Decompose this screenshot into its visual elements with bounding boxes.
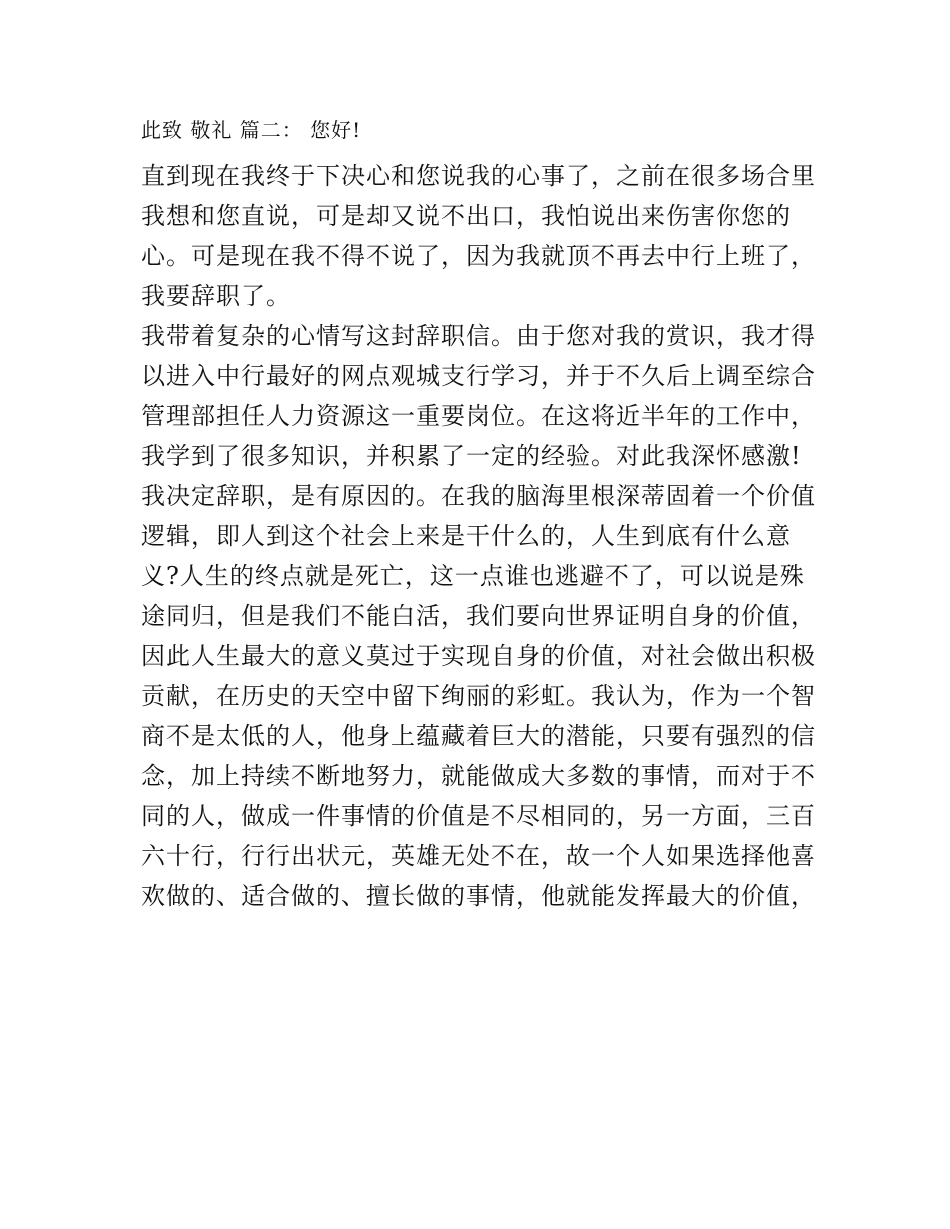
text-line: 直到现在我终于下决心和您说我的心事了，之前在很多场合里 [141, 162, 816, 190]
text-line: 六十行，行行出状元，英雄无处不在，故一个人如果选择他喜 [141, 842, 816, 870]
text-line: 欢做的、适合做的、擅长做的事情，他就能发挥最大的价值， [141, 882, 816, 910]
text-line: 心。可是现在我不得不说了，因为我就顶不再去中行上班了， [141, 242, 816, 270]
text-line: 我想和您直说，可是却又说不出口，我怕说出来伤害你您的 [141, 202, 791, 230]
text-line: 因此人生最大的意义莫过于实现自身的价值，对社会做出积极 [141, 642, 816, 670]
text-line: 念，加上持续不断地努力，就能做成大多数的事情，而对于不 [141, 762, 816, 790]
text-line: 同的人，做成一件事情的价值是不尽相同的，另一方面，三百 [141, 802, 816, 830]
text-line: 我学到了很多知识，并积累了一定的经验。对此我深怀感激! [141, 442, 802, 470]
text-line: 管理部担任人力资源这一重要岗位。在这将近半年的工作中， [141, 402, 816, 430]
document-body [141, 112, 821, 916]
paragraph-lines [141, 156, 821, 916]
text-line: 以进入中行最好的网点观城支行学习，并于不久后上调至综合 [141, 362, 816, 390]
heading-line: 此致 敬礼 篇二： 您好! [141, 118, 362, 142]
text-line: 商不是太低的人，他身上蕴藏着巨大的潜能，只要有强烈的信 [141, 722, 816, 750]
text-line: 我决定辞职，是有原因的。在我的脑海里根深蒂固着一个价值 [141, 482, 816, 510]
text-line: 我要辞职了。 [141, 282, 291, 310]
text-line: 我带着复杂的心情写这封辞职信。由于您对我的赏识，我才得 [141, 322, 816, 350]
text-line: 义?人生的终点就是死亡，这一点谁也逃避不了，可以说是殊 [141, 562, 805, 590]
text-line: 途同归，但是我们不能白活，我们要向世界证明自身的价值， [141, 602, 816, 630]
text-line: 逻辑，即人到这个社会上来是干什么的，人生到底有什么意 [141, 522, 791, 550]
text-line: 贡献，在历史的天空中留下绚丽的彩虹。我认为，作为一个智 [141, 682, 816, 710]
